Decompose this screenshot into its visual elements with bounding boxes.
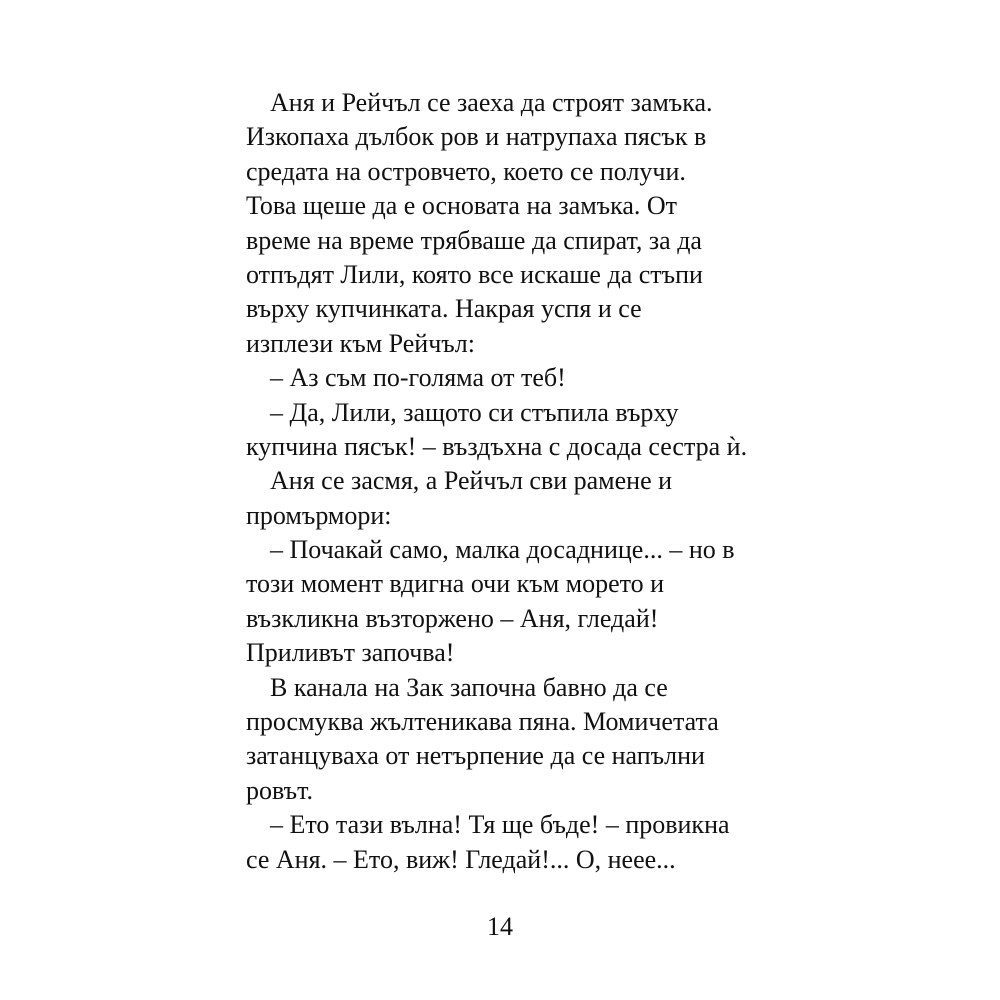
text-line: възкликна възторжено – Аня, гледай! [246,603,659,633]
text-line: промърмори: [246,500,392,530]
body-text [246,86,776,877]
text-line: затанцуваха от нетърпение да се напълни [246,741,705,771]
text-line: време на време трябваше да спират, за да [246,225,702,255]
text-line: Това щеше да е основата на замъка. От [246,191,678,221]
text-line: ровът. [246,775,313,805]
text-line: просмуква жълтеникава пяна. Момичетата [246,707,719,737]
text-line: средата на островчето, което се получи. [246,156,686,186]
text-line: Аня се засмя, а Рейчъл сви рамене и [270,466,673,496]
text-line: В канала на Зак започна бавно да се [270,672,668,702]
text-line: Изкопаха дълбок ров и натрупаха пясък в [246,122,707,152]
text-line: този момент вдигна очи към морето и [246,569,665,599]
text-line: купчина пясък! – въздъхна с досада сестра ѝ. [246,431,748,461]
page-number: 14 [487,912,513,941]
text-line: се Аня. – Ето, виж! Гледай!... О, неее... [246,844,676,874]
text-line: Аня и Рейчъл се заеха да строят замъка. [270,88,713,117]
text-line: върху купчинката. Накрая успя и се [246,294,642,324]
text-line: Приливът започва! [246,638,455,668]
text-line: отпъдят Лили, която все искаше да стъпи [246,259,703,289]
text-line: изплези към Рейчъл: [246,328,475,358]
text-line: – Аз съм по-голяма от теб! [270,363,566,393]
text-line: – Ето тази вълна! Тя ще бъде! – провикна [270,810,730,840]
text-line: – Почакай само, малка досаднице... – но в [270,535,735,565]
text-line: – Да, Лили, защото си стъпила върху [270,397,679,427]
